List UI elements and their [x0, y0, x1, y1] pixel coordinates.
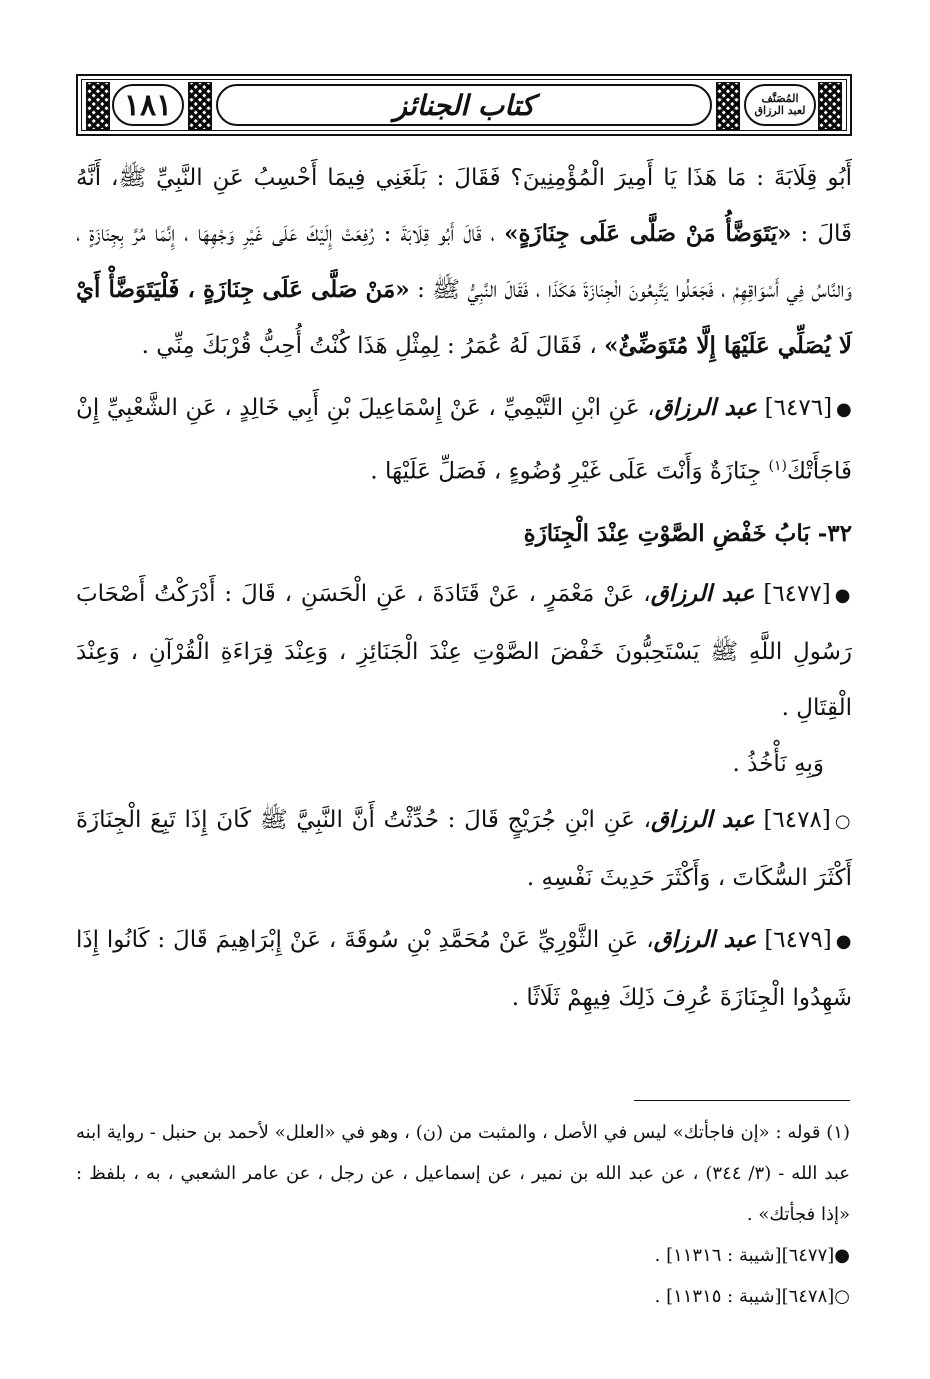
series-logo-line1: المُصَنَّف	[761, 92, 799, 105]
hadith-number: [٦٤٧٨]	[763, 806, 831, 833]
paragraph-wa-bihi: وَبِهِ نَأْخُذُ .	[732, 750, 824, 777]
bullet-hollow: ○	[834, 810, 852, 832]
hadith-6478	[76, 792, 852, 906]
text: ، فَقَالَ لَهُ عُمَرُ : لِمِثْلِ هَذَا كُنْتُ أُحِبُّ قُرْبَكَ مِنِّي .	[141, 333, 597, 359]
footnote-ref[interactable]: (١)	[768, 458, 787, 474]
bullet-filled: ●	[835, 930, 852, 952]
narrator-name: عبد الرزاق	[650, 579, 755, 607]
series-logo-line2: لعبد الرزاق	[754, 104, 806, 117]
footnote-1: (١) قوله : «إن فاجأتك» ليس في الأصل ، والمثبت من (ن) ، وهو في «العلل» لأحمد بن حنبل - رواية ابنه عبد الله - (٣/ ٣٤٤) ، عن عبد الله بن نمير ، عن إسماعيل ، عن رجل ، عن عامر الشعبي ، به ، بلفظ : «إذا فجأتك» .	[76, 1122, 851, 1225]
bullet-filled: ●	[834, 584, 852, 606]
footnote-cross-ref-6477: ●[٦٤٧٧][شيبة : ١١٣١٦] .	[654, 1245, 850, 1266]
narrator-name: عبد الرزاق	[653, 925, 757, 953]
hadith-quote: «مَنْ صَلَّى عَلَى جِنَازَةٍ ، فَلْيَتَوَضَّأْ أَيْ لَا يُصَلِّي عَلَيْهَا إِلَّا مُتَوَضِّئٌ»	[76, 276, 852, 359]
ornament-knot-left-inner	[188, 82, 212, 130]
text: جِنَازَةٌ وَأَنْتَ عَلَى غَيْرِ وُضُوءٍ ، فَصَلِّ عَلَيْهَا .	[370, 458, 762, 485]
narrator-name: عبد الرزاق	[654, 394, 758, 421]
text: ، عَنِ ابْنِ جُرَيْجٍ قَالَ : حُدِّثْتُ أَنَّ النَّبِيَّ ﷺ كَانَ إِذَا تَبِعَ الْجِنَازَةَ أَكْثَرَ السُّكَاتَ ، وَأَكْثَرَ حَدِيثَ نَفْسِهِ .	[76, 806, 852, 891]
series-logo	[744, 84, 816, 126]
page-number: ١٨١	[123, 87, 173, 123]
book-title: كتاب الجنائز	[393, 88, 535, 122]
hadith-number: [٦٤٧٦]	[764, 395, 833, 421]
hadith-6476	[76, 380, 852, 500]
bullet-filled: ●	[836, 399, 852, 420]
text: ، قَالَ أَبُو قِلَابَةَ : رُفِعَتْ إِلَيْكَ عَلَى غَيْرِ وَجْهِهَا ، إِنَّمَا مُرَّ بِجِنَازَةٍ ، وَالنَّاسُ فِي أَسْوَاقِهِمْ ، فَجَعَلُوا يَتَّبِعُونَ الْجِنَازَةَ هَكَذَا ، فَقَالَ النَّبِيُّ ﷺ :	[76, 221, 853, 303]
text: ، عَنِ ابْنِ التَّيْمِيِّ ، عَنْ إِسْمَاعِيلَ بْنِ أَبِي خَالِدٍ ، عَنِ الشَّعْبِيِّ إِنْ فَاجَأَتْكَ	[76, 395, 852, 485]
text: ، عَنْ مَعْمَرٍ ، عَنْ قَتَادَةَ ، عَنِ الْحَسَنِ ، قَالَ : أَدْرَكْتُ أَصْحَابَ رَسُولِ اللَّهِ ﷺ يَسْتَحِبُّونَ خَفْضَ الصَّوْتِ عِنْدَ الْجَنَائِزِ ، وَعِنْدَ قِرَاءَةِ الْقُرْآنِ ، وَعِنْدَ الْقِتَالِ .	[76, 580, 852, 721]
hadith-6479	[76, 912, 852, 1026]
hadith-number: [٦٤٧٧]	[763, 580, 831, 607]
book-title-cartouche	[216, 84, 712, 126]
page-header	[76, 74, 852, 136]
footnotes	[76, 1112, 850, 1317]
hadith-6477	[76, 566, 852, 736]
page-number-cartouche	[112, 84, 184, 126]
ornament-knot-left-outer	[86, 82, 110, 130]
main-text	[76, 150, 852, 1026]
chapter-heading: ٣٢- بَابُ خَفْضِ الصَّوْتِ عِنْدَ الْجِنَازَةِ	[523, 519, 852, 547]
text: ، عَنِ الثَّوْرِيِّ عَنْ مُحَمَّدِ بْنِ سُوقَةَ ، عَنْ إِبْرَاهِيمَ قَالَ : كَانُوا إِذَا شَهِدُوا الْجِنَازَةَ عُرِفَ ذَلِكَ فِيهِمْ ثَلَاثًا .	[76, 926, 852, 1011]
text: أَبُو قِلَابَةَ : مَا هَذَا يَا أَمِيرَ الْمُؤْمِنِينَ؟ فَقَالَ : بَلَغَنِي فِيمَا أَحْسِبُ عَنِ النَّبِيِّ ﷺ، أَنَّهُ قَالَ :	[76, 165, 853, 247]
footnote-separator	[634, 1100, 850, 1101]
paragraph-abu-qilaba	[76, 150, 852, 374]
footnote-cross-ref-6478: ○[٦٤٧٨][شيبة : ١١٣١٥] .	[654, 1286, 850, 1307]
series-logo-text	[755, 93, 806, 117]
hadith-quote: «يَتَوَضَّأُ مَنْ صَلَّى عَلَى جِنَازَةٍ»	[504, 220, 792, 247]
hadith-number: [٦٤٧٩]	[764, 926, 832, 953]
ornament-knot-right-outer	[818, 82, 842, 130]
narrator-name: عبد الرزاق	[651, 805, 755, 833]
ornament-knot-right-inner	[716, 82, 740, 130]
